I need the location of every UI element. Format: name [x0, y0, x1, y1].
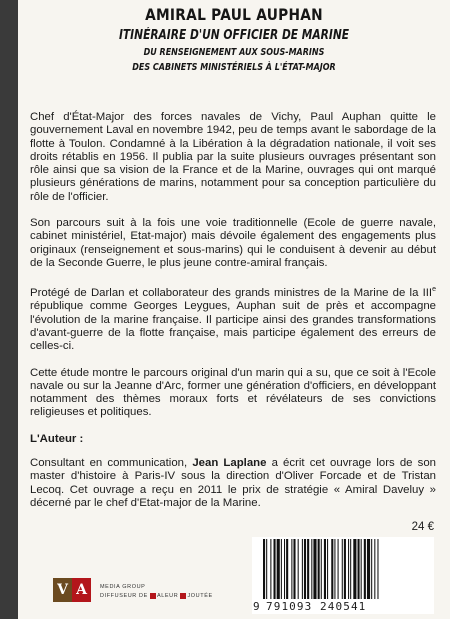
logo-letter-a: A: [72, 578, 91, 602]
book-back-cover: [18, 0, 450, 619]
isbn-number: [252, 600, 434, 613]
logo-letter-v: V: [53, 578, 72, 602]
barcode-bars-icon: [261, 539, 427, 599]
author-name: Jean Laplane: [192, 457, 267, 470]
book-subtitle: ITINÉRAIRE D'UN OFFICIER DE MARINE: [118, 28, 350, 43]
publisher-line-2: [100, 592, 213, 601]
publisher-line-2-c: JOUTÉE: [187, 593, 213, 599]
publisher-line-2-b: ALEUR: [156, 593, 181, 599]
publisher-name: [100, 583, 213, 601]
publisher-logo: [53, 578, 91, 602]
author-heading: L'Auteur :: [30, 432, 84, 445]
publisher-line-1: MEDIA GROUP: [100, 584, 146, 590]
red-square-icon: [180, 593, 186, 599]
book-subtitle-line-1: DU RENSEIGNEMENT AUX SOUS-MARINS: [143, 47, 325, 58]
book-title: AMIRAL PAUL AUPHAN: [145, 5, 323, 24]
author-bio-text: a écrit cet ouvrage lors de son master d'histoire à Paris-IV sous la direction d'Oliver Forcade et de Tristan Lecoq. Cet ouvrage a reçu en 2011 le prix de stratégie « Amiral Daveluy » décerné par le chef d'Etat-major de la Marine.: [30, 457, 436, 509]
blurb-text: [30, 111, 436, 523]
paragraph-1: Chef d'État-Major des forces navales de Vichy, Paul Auphan quitte le gouvernement Laval en novembre 1942, peu de temps avant le sabordage de la flotte à Toulon. Condamné à la Libération à la dégradation nationale, il voit ses droits rétablis en 1956. Il publia par la suite plusieurs ouvrages présentant son rôle ainsi que sa vision de la France et de la Marine, ouvrages qui ont marqué plusieurs générations de marins, notamment pour sa conception particulière du rôle de l'officier.: [30, 111, 436, 203]
paragraph-4: Cette étude montre le parcours original d'un marin qui a su, que ce soit à l'Ecole navale ou sur la Jeanne d'Arc, former une génération d'officiers, en développant notamment des thèmes moraux forts et révélateurs de ses convictions religieuses et politiques.: [30, 366, 436, 419]
publisher-line-2-a: DIFFUSEUR DE: [100, 593, 150, 599]
cover-header: [18, 4, 450, 75]
paragraph-2: Son parcours suit à la fois une voie traditionnelle (Ecole de guerre navale, cabinet ministériel, Etat-major) mais dévoile également des engagements plus originaux (renseignement et sous-marins) qui le conduisent à devenir au début de la Seconde Guerre, le plus jeune contre-amiral français.: [30, 217, 436, 269]
isbn-digits: 791093 240541: [266, 600, 367, 613]
price-label: 24 €: [411, 521, 434, 533]
author-bio: [30, 457, 436, 510]
red-square-icon: [150, 593, 156, 599]
author-intro: Consultant en communication,: [30, 457, 193, 470]
isbn-first-digit: 9: [253, 600, 260, 613]
paragraph-3: Protégé de Darlan et collaborateur des grands ministres de la Marine de la IIIe république comme Georges Leygues, Auphan suit de près et accompagne l'évolution de la marine française. Il participe ainsi des grandes transformations d'avant-guerre de la flotte française, mais participe également des erreurs de celles-ci.: [30, 286, 436, 353]
isbn-barcode: [252, 537, 434, 614]
book-subtitle-line-2: DES CABINETS MINISTÉRIELS À L'ÉTAT-MAJOR: [132, 62, 336, 73]
